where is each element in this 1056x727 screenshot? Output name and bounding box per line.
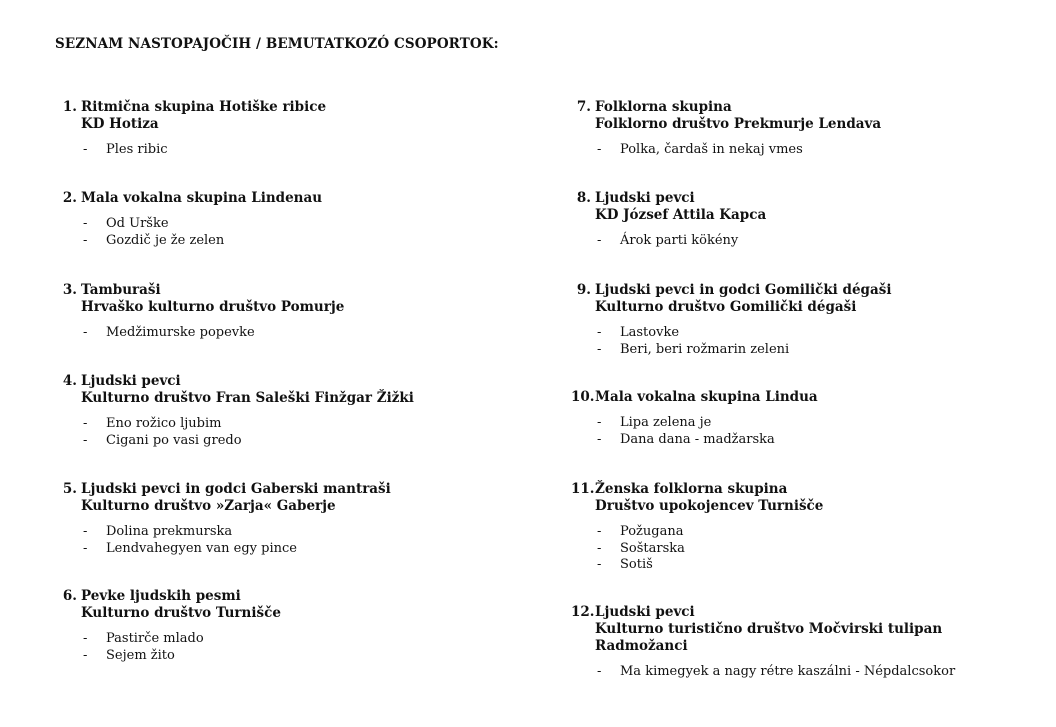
song-list xyxy=(595,664,1041,681)
song-list xyxy=(595,233,1041,250)
society-name: KD Hotiza xyxy=(81,116,159,132)
group-name: Mala vokalna skupina Lindua xyxy=(595,389,818,405)
song-item: - Polka, čardaš in nekaj vmes xyxy=(597,142,803,157)
group-name: Ritmična skupina Hotiške ribice xyxy=(81,99,327,115)
performer-entry-3 xyxy=(57,282,527,342)
song-item: - Sotiš xyxy=(597,557,653,572)
performer-entry-9 xyxy=(571,282,1041,358)
song-item: - Požugana xyxy=(597,524,684,539)
group-name: Ljudski pevci in godci Gaberski mantraši xyxy=(81,481,391,497)
entry-number: 12. xyxy=(571,604,595,620)
performer-entry-2 xyxy=(57,190,527,249)
group-name: Mala vokalna skupina Lindenau xyxy=(81,190,323,206)
entry-number: 10. xyxy=(571,389,595,405)
society-name: Kulturno društvo Gomilički dégaši xyxy=(595,299,857,315)
song-list xyxy=(81,325,527,342)
group-name: Folklorna skupina xyxy=(595,99,732,115)
song-list xyxy=(81,524,527,557)
society-name: Kulturno turistično društvo Močvirski tulipan xyxy=(595,621,943,637)
song-list xyxy=(81,142,527,159)
group-name: Ljudski pevci xyxy=(595,190,695,206)
society-name: KD József Attila Kapca xyxy=(595,207,767,223)
song-list xyxy=(81,216,527,249)
society-name: Folklorno društvo Prekmurje Lendava xyxy=(595,116,882,132)
society-name: Kulturno društvo Fran Saleški Finžgar Žižki xyxy=(81,390,414,406)
entry-number: 11. xyxy=(571,481,595,497)
song-item: - Gozdič je že zelen xyxy=(83,232,225,248)
society-name: Kulturno društvo Turnišče xyxy=(81,605,281,621)
document-title: SEZNAM NASTOPAJOČIH / BEMUTATKOZÓ CSOPORTOK: xyxy=(55,36,499,52)
entry-number: 6. xyxy=(62,588,77,604)
performer-entry-5 xyxy=(57,481,527,557)
society-name: Društvo upokojencev Turnišče xyxy=(595,498,824,514)
song-list xyxy=(595,325,1041,358)
group-name: Tamburaši xyxy=(81,282,161,298)
song-list xyxy=(81,416,527,449)
entry-number: 9. xyxy=(576,282,591,298)
group-name: Ženska folklorna skupina xyxy=(595,481,788,497)
song-item: - Lipa zelena je xyxy=(597,415,712,430)
song-list xyxy=(595,524,1041,574)
song-item: - Dana dana - madžarska xyxy=(597,431,775,447)
performer-entry-12 xyxy=(571,604,1041,681)
song-item: - Od Urške xyxy=(83,216,169,231)
song-item: - Cigani po vasi gredo xyxy=(83,432,242,448)
song-item: - Ma kimegyek a nagy rétre kaszálni - Népdalcsokor xyxy=(597,664,956,679)
group-name: Pevke ljudskih pesmi xyxy=(81,588,241,604)
song-item: - Pastirče mlado xyxy=(83,631,204,646)
song-item: - Medžimurske popevke xyxy=(83,325,255,340)
performer-entry-6 xyxy=(57,588,527,664)
society-location: Radmožanci xyxy=(595,638,688,654)
song-list xyxy=(81,631,527,664)
entry-number: 7. xyxy=(576,99,591,115)
song-item: - Ples ribic xyxy=(83,142,168,157)
song-item: - Árok parti kökény xyxy=(597,233,739,248)
entry-number: 8. xyxy=(576,190,591,206)
group-name: Ljudski pevci xyxy=(595,604,695,620)
song-item: - Sejem žito xyxy=(83,647,175,663)
song-list xyxy=(595,142,1041,159)
entry-number: 2. xyxy=(62,190,77,206)
entry-number: 3. xyxy=(62,282,77,298)
song-item: - Soštarska xyxy=(597,540,685,556)
society-name: Kulturno društvo »Zarja« Gaberje xyxy=(81,498,336,514)
group-name: Ljudski pevci xyxy=(81,373,181,389)
performer-entry-7 xyxy=(571,99,1041,159)
group-name: Ljudski pevci in godci Gomilički dégaši xyxy=(595,282,892,298)
entry-number: 4. xyxy=(62,373,77,389)
performer-entry-1 xyxy=(57,99,527,159)
song-list xyxy=(595,415,1041,448)
song-item: - Eno rožico ljubim xyxy=(83,416,222,431)
song-item: - Beri, beri rožmarin zeleni xyxy=(597,341,790,357)
entry-number: 1. xyxy=(62,99,77,115)
entry-number: 5. xyxy=(62,481,77,497)
song-item: - Lendvahegyen van egy pince xyxy=(83,540,297,556)
society-name: Hrvaško kulturno društvo Pomurje xyxy=(81,299,345,315)
performer-entry-10 xyxy=(571,389,1041,448)
song-item: - Lastovke xyxy=(597,325,680,340)
song-item: - Dolina prekmurska xyxy=(83,524,233,539)
performer-entry-4 xyxy=(57,373,527,449)
performer-entry-11 xyxy=(571,481,1041,574)
performer-entry-8 xyxy=(571,190,1041,250)
